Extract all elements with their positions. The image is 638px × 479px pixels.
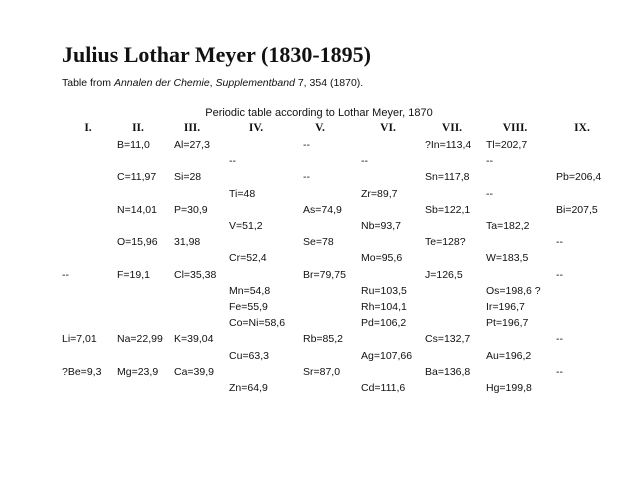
element-cell: Na=22,99 [117, 333, 163, 346]
element-cell: Ba=136,8 [425, 365, 471, 378]
element-cell: Ca=39,9 [174, 365, 214, 378]
element-cell: Mo=95,6 [361, 252, 403, 265]
element-cell: -- [303, 139, 310, 151]
element-cell: -- [556, 236, 563, 249]
element-cell: Rb=85,2 [303, 333, 343, 346]
element-cell: -- [556, 268, 563, 281]
element-cell: -- [229, 155, 236, 168]
element-cell: Cs=132,7 [425, 333, 471, 346]
element-cell: -- [486, 155, 493, 168]
element-cell: Tl=202,7 [486, 139, 528, 151]
element-cell: F=19,1 [117, 268, 150, 281]
element-cell: Pt=196,7 [486, 317, 529, 330]
element-cell: Al=27,3 [174, 139, 210, 151]
element-cell: 31,98 [174, 236, 201, 249]
column-header: I. [84, 122, 92, 134]
element-cell: -- [361, 155, 368, 168]
column-header: IV. [248, 122, 264, 134]
element-cell: Fe=55,9 [229, 301, 268, 313]
element-cell: P=30,9 [174, 203, 208, 216]
element-cell: Ru=103,5 [361, 284, 407, 297]
source-citation [62, 77, 363, 89]
element-cell: Nb=93,7 [361, 220, 401, 232]
element-cell: O=15,96 [117, 236, 158, 249]
element-cell: ?Be=9,3 [62, 365, 102, 378]
column-header: III. [183, 122, 201, 134]
column-header: VII. [441, 122, 463, 134]
column-header: V. [315, 122, 325, 134]
element-cell: ?In=113,4 [425, 139, 472, 151]
column-header: II. [132, 122, 144, 134]
element-cell: C=11,97 [117, 171, 157, 184]
element-cell: Ag=107,66 [361, 349, 413, 362]
column-header: IX. [574, 122, 590, 134]
element-cell: Li=7,01 [62, 333, 97, 346]
element-cell: Sr=87,0 [303, 365, 341, 378]
element-cell: B=11,0 [117, 139, 150, 151]
element-cell: Co=Ni=58,6 [229, 317, 286, 330]
element-cell: N=14,01 [117, 203, 157, 216]
element-cell: Sn=117,8 [425, 171, 470, 184]
element-cell: Zr=89,7 [361, 187, 398, 200]
element-cell: Te=128? [425, 236, 466, 249]
column-header: VIII. [502, 122, 528, 134]
page-title: Julius Lothar Meyer (1830-1895) [62, 42, 371, 67]
element-cell: Rh=104,1 [361, 301, 407, 313]
element-cell: Ta=182,2 [486, 220, 530, 232]
element-cell: V=51,2 [229, 220, 263, 232]
element-cell: Cl=35,38 [174, 268, 217, 281]
column-header: VI. [380, 122, 396, 134]
element-cell: Pb=206,4 [556, 171, 602, 184]
table-title: Periodic table according to Lothar Meyer, 1870 [205, 107, 433, 119]
citation-prefix: Table from [62, 77, 114, 89]
element-cell: -- [303, 171, 310, 184]
element-cell: K=39,04 [174, 333, 214, 346]
element-cell: Si=28 [174, 171, 202, 184]
journal-volume: Supplementband [215, 77, 295, 89]
element-cell: -- [556, 333, 563, 346]
element-cell: Mn=54,8 [229, 284, 271, 297]
element-cell: Pd=106,2 [361, 317, 407, 330]
journal-name: Annalen der Chemie [113, 77, 210, 89]
element-cell: W=183,5 [486, 252, 529, 265]
element-cell: Au=196,2 [486, 349, 532, 362]
element-cell: J=126,5 [425, 268, 463, 281]
element-cell: Cd=111,6 [361, 382, 406, 394]
element-cell: -- [62, 268, 69, 281]
element-cell: Cu=63,3 [229, 349, 269, 362]
element-cell: Cr=52,4 [229, 252, 267, 265]
element-cell: Hg=199,8 [486, 382, 532, 394]
element-cell: -- [556, 365, 563, 378]
citation-suffix: 7, 354 (1870). [294, 77, 364, 89]
element-cell: As=74,9 [303, 203, 342, 216]
citation-separator: , [209, 77, 216, 89]
element-cell: Os=198,6 ? [486, 284, 541, 297]
element-cell: Sb=122,1 [425, 203, 471, 216]
element-cell: Bi=207,5 [556, 203, 598, 216]
element-cell: Se=78 [303, 236, 334, 249]
element-cell: Zn=64,9 [229, 382, 268, 394]
element-cell: Ti=48 [229, 187, 256, 200]
element-cell: -- [486, 187, 493, 200]
element-cell: Mg=23,9 [117, 365, 159, 378]
element-cell: Ir=196,7 [486, 301, 525, 313]
element-cell: Br=79,75 [303, 268, 346, 281]
